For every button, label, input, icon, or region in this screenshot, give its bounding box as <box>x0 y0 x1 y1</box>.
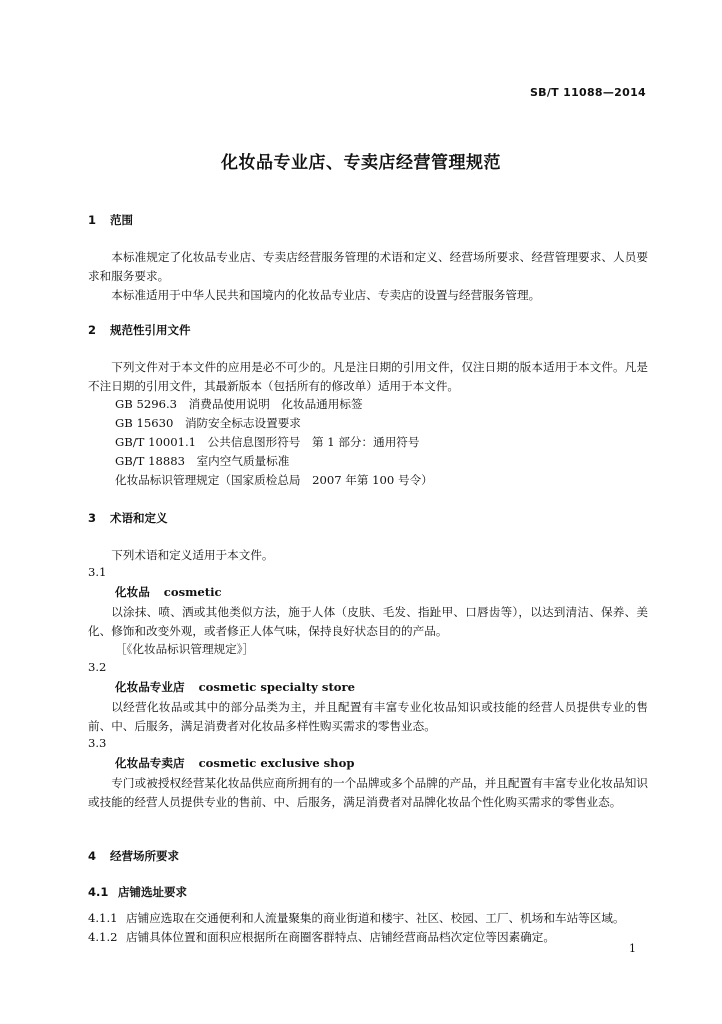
term-heading <box>115 679 355 695</box>
term-definition: 以经营化妆品或其中的部分品类为主，并且配置有丰富专业化妆品知识或技能的经营人员提供专业的售前、中、后服务，满足消费者对化妆品多样性购买需求的零售业态。 <box>88 700 648 733</box>
clause-4-1-2 <box>88 929 555 945</box>
term-number: 3.2 <box>88 660 107 674</box>
clause-text: 店铺具体位置和面积应根据所在商圈客群特点、店铺经营商品档次定位等因素确定。 <box>126 930 555 944</box>
term-en: cosmetic exclusive shop <box>198 756 355 770</box>
standard-code: SB/T 11088—2014 <box>529 86 646 99</box>
term-zh: 化妆品专业店 <box>115 680 185 694</box>
term-number: 3.1 <box>88 565 107 579</box>
reference-item: 化妆品标识管理规定（国家质检总局 2007 年第 100 号令） <box>115 473 433 487</box>
reference-item: GB 15630 消防安全标志设置要求 <box>115 416 301 430</box>
term-source: ［《化妆品标识管理规定》］ <box>115 642 255 656</box>
subsection-number: 4.1 <box>88 885 109 899</box>
section-4-title: 经营场所要求 <box>110 849 179 863</box>
section-2-heading <box>88 322 191 338</box>
term-definition: 以涂抹、喷、洒或其他类似方法，施于人体（皮肤、毛发、指趾甲、口唇齿等），以达到清洁、保养、美化、修饰和改变外观，或者修正人体气味，保持良好状态目的的产品。 <box>88 605 648 638</box>
term-number: 3.3 <box>88 736 107 750</box>
subsection-title: 店铺选址要求 <box>118 885 187 899</box>
section-3-title: 术语和定义 <box>110 511 168 525</box>
section-4-number: 4 <box>88 849 97 863</box>
clause-number: 4.1.1 <box>88 911 118 925</box>
section-2-title: 规范性引用文件 <box>110 323 191 337</box>
term-zh: 化妆品 <box>115 585 150 599</box>
section-1-paragraph-2: 本标准适用于中华人民共和国境内的化妆品专业店、专卖店的设置与经营服务管理。 <box>111 288 541 302</box>
section-2-number: 2 <box>88 323 97 337</box>
section-1-number: 1 <box>88 213 97 227</box>
term-heading <box>115 755 354 771</box>
term-definition: 专门或被授权经营某化妆品供应商所拥有的一个品牌或多个品牌的产品，并且配置有丰富专业化妆品知识或技能的经营人员提供专业的售前、中、后服务，满足消费者对品牌化妆品个性化购买需求的零售业态。 <box>88 776 648 809</box>
term-en: cosmetic specialty store <box>198 680 356 694</box>
clause-number: 4.1.2 <box>88 930 118 944</box>
section-1-heading <box>88 212 133 228</box>
page-number: 1 <box>629 942 636 955</box>
section-3-intro: 下列术语和定义适用于本文件。 <box>111 548 274 562</box>
subsection-4-1-heading <box>88 884 187 900</box>
document-title: 化妆品专业店、专卖店经营管理规范 <box>221 153 501 173</box>
reference-item: GB/T 10001.1 公共信息图形符号 第 1 部分：通用符号 <box>115 435 420 449</box>
term-heading <box>115 584 222 600</box>
section-2-intro: 下列文件对于本文件的应用是必不可少的。凡是注日期的引用文件，仅注日期的版本适用于本文件。凡是不注日期的引用文件，其最新版本（包括所有的修改单）适用于本文件。 <box>88 360 648 393</box>
section-3-heading <box>88 510 168 526</box>
term-zh: 化妆品专卖店 <box>115 756 185 770</box>
section-1-title: 范围 <box>110 213 133 227</box>
clause-text: 店铺应选取在交通便利和人流量聚集的商业街道和楼宇、社区、校园、工厂、机场和车站等区域。 <box>126 911 625 925</box>
section-4-heading <box>88 848 179 864</box>
section-1-paragraph-1: 本标准规定了化妆品专业店、专卖店经营服务管理的术语和定义、经营场所要求、经营管理要求、人员要求和服务要求。 <box>88 250 648 283</box>
clause-4-1-1 <box>88 910 625 926</box>
reference-item: GB 5296.3 消费品使用说明 化妆品通用标签 <box>115 397 363 411</box>
section-3-number: 3 <box>88 511 97 525</box>
term-en: cosmetic <box>163 585 222 599</box>
reference-item: GB/T 18883 室内空气质量标准 <box>115 454 290 468</box>
